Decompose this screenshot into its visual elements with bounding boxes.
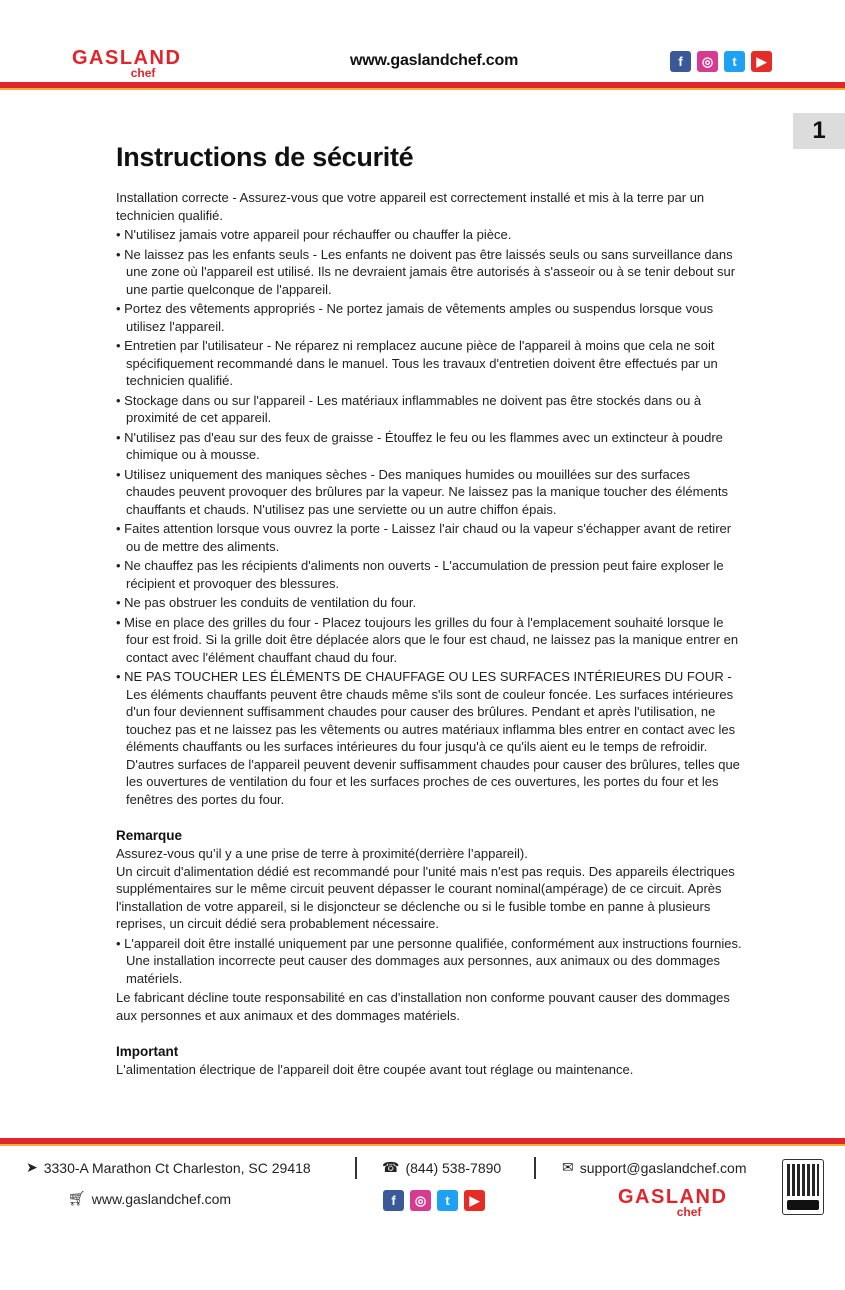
footer-website[interactable] [68, 1190, 231, 1207]
list-item: • Stockage dans ou sur l'appareil - Les matériaux inflammables ne doivent pas être stockés dans ou à proximité de cet appareil. [116, 392, 742, 427]
facebook-icon[interactable]: f [670, 51, 691, 72]
footer-separator [534, 1157, 536, 1179]
list-item: • Portez des vêtements appropriés - Ne portez jamais de vêtements amples ou suspendus lorsque vous utilisez l'appareil. [116, 300, 742, 335]
footer-separator [355, 1157, 357, 1179]
phone-icon: ☎ [382, 1159, 400, 1175]
list-item: • N'utilisez jamais votre appareil pour réchauffer ou chauffer la pièce. [116, 226, 742, 244]
list-item: • NE PAS TOUCHER LES ÉLÉMENTS DE CHAUFFAGE OU LES SURFACES INTÉRIEURES DU FOUR - Les éléments chauffants peuvent être chauds même s'ils sont de couleur foncée. Les surfaces intérieures d'un four deviennent suffisamment chaudes pour causer des brûlures. Pendant et après l'utilisation, ne touchez pas et ne laissez pas les vêtements ou autres matériaux inflamma bles entrer en contact avec les éléments chauffants ou les surfaces intérieures du four jusqu'à ce qu'ils aient eu le temps de refroidir. D'autres surfaces de l'appareil peuvent devenir suffisamment chaudes pour causer des brûlures, telles que les ouvertures de ventilation du four et les surfaces proches de ces ouvertures, les portes du four et les fenêtres des portes du four. [116, 668, 742, 808]
list-item: • L'appareil doit être installé uniquement par une personne qualifiée, conformément aux instructions fournies. Une installation incorrecte peut causer des dommages aux personnes, aux animaux ou des dommages matériels. [116, 935, 742, 988]
logo-brand-text: GASLAND [72, 47, 182, 69]
youtube-icon[interactable]: ▶ [751, 51, 772, 72]
footer-social-icons [383, 1190, 485, 1211]
phone-text: (844) 538-7890 [405, 1159, 502, 1176]
location-arrow-icon: ➤ [26, 1159, 38, 1175]
safety-list [116, 226, 742, 808]
gasland-logo[interactable] [72, 48, 181, 79]
list-item: • Ne laissez pas les enfants seuls - Les enfants ne doivent pas être laissés seuls ou sans surveillance dans une zone où l'appareil est utilisé. Ils ne devraient jamais être autorisés à s'asseoir ou à se tenir debout sur une partie quelconque de l'appareil. [116, 246, 742, 299]
page-title: Instructions de sécurité [116, 142, 414, 172]
facebook-icon[interactable]: f [383, 1190, 404, 1211]
logo-sub-text: chef [676, 1205, 702, 1219]
logo-brand-text: GASLAND [618, 1186, 728, 1208]
footer-divider [0, 1138, 845, 1144]
email-text: support@gaslandchef.com [579, 1159, 747, 1176]
qr-code-icon[interactable] [782, 1159, 824, 1215]
header-site-url[interactable]: www.gaslandchef.com [350, 52, 519, 69]
instagram-icon[interactable]: ◎ [410, 1190, 431, 1211]
instagram-icon[interactable]: ◎ [697, 51, 718, 72]
header-divider [0, 82, 845, 88]
twitter-icon[interactable]: t [724, 51, 745, 72]
footer-phone[interactable] [382, 1159, 501, 1176]
remarque-paragraph-3: Le fabricant décline toute responsabilité en cas d'installation non conforme pouvant causer des dommages aux personnes et aux animaux et des dommages matériels. [116, 990, 730, 1023]
footer-address [26, 1159, 311, 1176]
important-heading: Important [116, 1044, 179, 1059]
header-social-icons [670, 51, 772, 72]
remarque-paragraph-1: Assurez-vous qu’il y a une prise de terre à proximité(derrière l’appareil). [116, 846, 528, 861]
document-body [116, 142, 742, 1079]
list-item: • Mise en place des grilles du four - Placez toujours les grilles du four à l'emplacement souhaité lorsque le four est froid. Si la grille doit être déplacée alors que le four est chaud, ne laissez pas la manique entrer en contact avec l'élément chauffant chaud du four. [116, 614, 742, 667]
list-item: • Ne chauffez pas les récipients d'aliments non ouverts - L'accumulation de pression peut faire exploser le récipient et provoquer des blessures. [116, 557, 742, 592]
list-item: • N'utilisez pas d'eau sur des feux de graisse - Étouffez le feu ou les flammes avec un extincteur à poudre chimique ou à mousse. [116, 429, 742, 464]
mail-icon: ✉ [562, 1159, 574, 1175]
qr-pattern [787, 1164, 819, 1196]
page-number: 1 [793, 113, 845, 149]
address-text: 3330-A Marathon Ct Charleston, SC 29418 [43, 1159, 311, 1176]
footer-gasland-logo[interactable] [618, 1187, 727, 1218]
footer-email[interactable] [562, 1159, 746, 1176]
page-header [0, 0, 845, 92]
list-item: • Ne pas obstruer les conduits de ventilation du four. [116, 594, 742, 612]
website-text: www.gaslandchef.com [91, 1190, 232, 1207]
list-item: • Utilisez uniquement des maniques sèches - Des maniques humides ou mouillées sur des surfaces chaudes peuvent provoquer des brûlures par la vapeur. Ne laissez pas la manique toucher des éléments chauffants et chauds. N'utilisez pas une serviette ou un autre chiffon épais. [116, 466, 742, 519]
important-paragraph: L'alimentation électrique de l'appareil doit être coupée avant tout réglage ou maintenance. [116, 1062, 634, 1077]
remarque-list [116, 935, 742, 988]
cart-icon: 🛒︎ [68, 1190, 86, 1206]
youtube-icon[interactable]: ▶ [464, 1190, 485, 1211]
logo-sub-text: chef [130, 66, 156, 80]
list-item: • Faites attention lorsque vous ouvrez la porte - Laissez l'air chaud ou la vapeur s'échapper avant de retirer ou de mettre des aliments. [116, 520, 742, 555]
twitter-icon[interactable]: t [437, 1190, 458, 1211]
remarque-paragraph-2: Un circuit d'alimentation dédié est recommandé pour l'unité mais n'est pas requis. Des appareils électriques supplémentaires sur le même circuit peuvent dépasser le courant nominal(ampérage) de ce circuit. Après l'installation de votre appareil, si le disjoncteur se déclenche ou si le fusible tombe en panne à plusieurs reprises, un circuit dédié sera probablement nécessaire. [116, 863, 735, 931]
intro-paragraph: Installation correcte - Assurez-vous que votre appareil est correctement installé et mis à la terre par un technicien qualifié. [116, 190, 705, 223]
list-item: • Entretien par l'utilisateur - Ne réparez ni remplacez aucune pièce de l'appareil à moins que cela ne soit spécifiquement recommandé dans le manuel. Tous les travaux d'entretien doivent être effectués par un technicien qualifié. [116, 337, 742, 390]
remarque-heading: Remarque [116, 828, 183, 843]
app-store-badge-icon [787, 1200, 819, 1210]
